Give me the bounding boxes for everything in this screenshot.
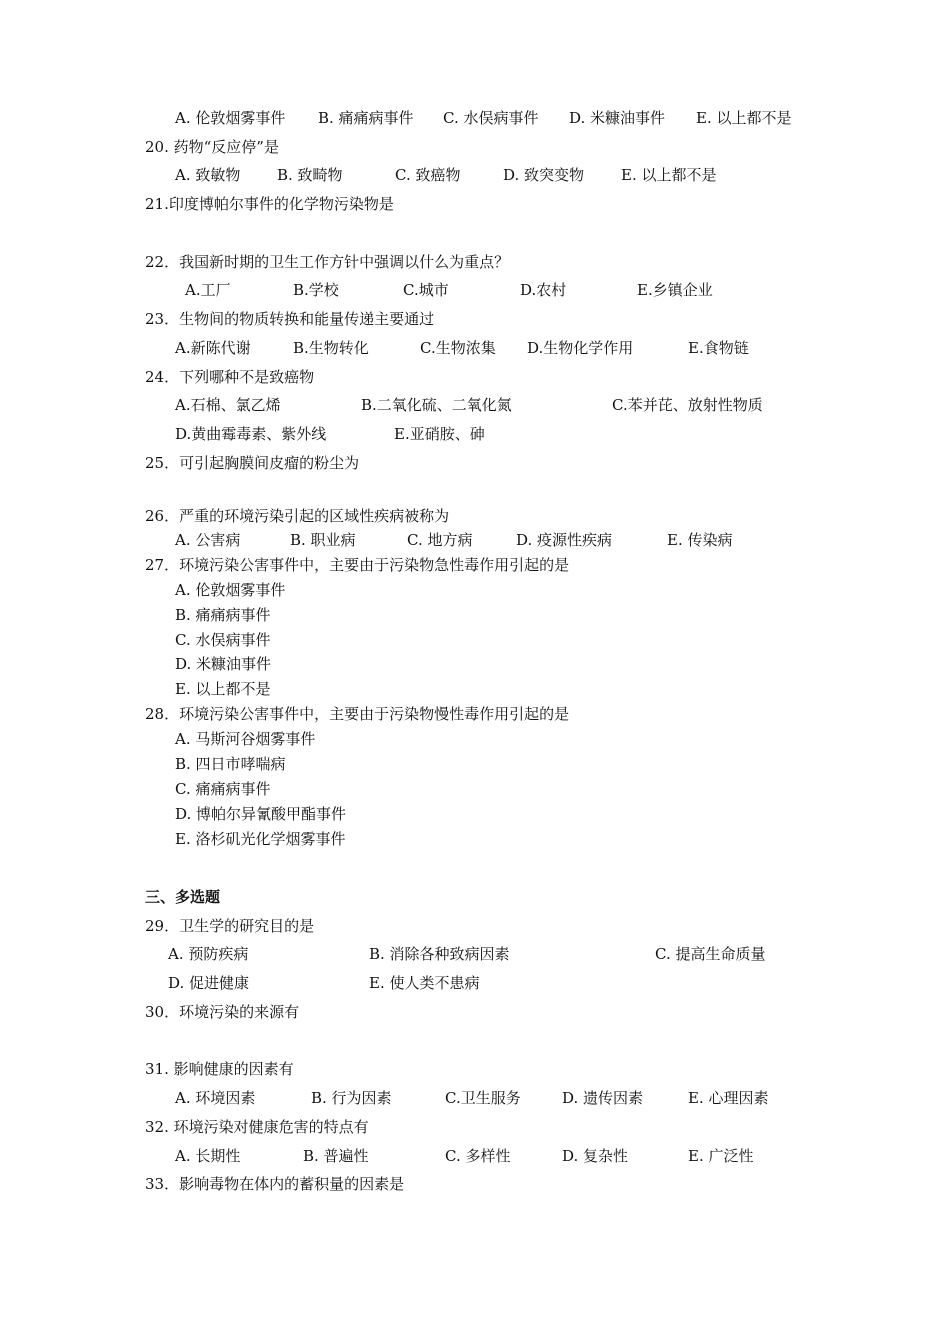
line-text: E. 以上都不是 [175,680,271,698]
option-text: E.乡镇企业 [637,281,713,299]
line-text: C. 痛痛病事件 [175,780,271,798]
option-text: B.生物转化 [293,339,369,357]
option-text: B. 职业病 [290,531,356,549]
line-text: D.黄曲霉毒素、紫外线 [175,425,327,443]
line-text: D. 米糠油事件 [175,655,272,673]
option-text: E. 使人类不患病 [369,974,480,992]
option-text: D.农村 [520,281,567,299]
line-text: 24．下列哪种不是致癌物 [145,368,315,386]
option-text: C.城市 [403,281,449,299]
option-text: C. 提高生命质量 [655,945,766,963]
option-text: D. 致突变物 [503,166,585,184]
option-text: C.生物浓集 [420,339,496,357]
option-text: B. 消除各种致病因素 [369,945,510,963]
line-text: 三、多选题 [145,888,221,906]
line-text: 33．影响毒物在体内的蓄积量的因素是 [145,1175,405,1193]
line-text: A.新陈代谢 [175,339,251,357]
option-text: E.食物链 [688,339,749,357]
line-text: 23．生物间的物质转换和能量传递主要通过 [145,310,435,328]
option-text: B.二氧化硫、二氧化氮 [361,396,512,414]
line-text: A. 伦敦烟雾事件 [175,109,286,127]
line-text: 29．卫生学的研究目的是 [145,917,315,935]
line-text: A.石棉、氯乙烯 [175,396,281,414]
line-text: 20. 药物“反应停”是 [145,138,279,156]
option-text: E.亚硝胺、砷 [394,425,485,443]
option-text: B. 痛痛病事件 [318,109,414,127]
line-text: A.工厂 [185,281,231,299]
option-text: D.生物化学作用 [527,339,634,357]
option-text: B. 普遍性 [303,1147,369,1165]
line-text: 26．严重的环境污染引起的区域性疾病被称为 [145,507,450,525]
line-text: C. 水俣病事件 [175,631,271,649]
option-text: C. 地方病 [407,531,473,549]
line-text: 31. 影响健康的因素有 [145,1060,294,1078]
line-text: B. 四日市哮喘病 [175,755,286,773]
line-text: A. 伦敦烟雾事件 [175,581,286,599]
line-text: 32. 环境污染对健康危害的特点有 [145,1118,369,1136]
option-text: D. 米糠油事件 [569,109,666,127]
line-text: B. 痛痛病事件 [175,606,271,624]
line-text: D. 促进健康 [168,974,250,992]
option-text: E. 以上都不是 [696,109,792,127]
line-text: A. 长期性 [175,1147,241,1165]
option-text: C.苯并芘、放射性物质 [612,396,763,414]
option-text: D. 疫源性疾病 [516,531,613,549]
line-text: A. 公害病 [175,531,241,549]
option-text: B. 致畸物 [277,166,343,184]
option-text: C. 多样性 [445,1147,511,1165]
option-text: C. 致癌物 [395,166,461,184]
line-text: A. 致敏物 [175,166,241,184]
option-text: D. 遗传因素 [562,1089,644,1107]
option-text: C.卫生服务 [445,1089,521,1107]
option-text: E. 以上都不是 [621,166,717,184]
line-text: 28．环境污染公害事件中，主要由于污染物慢性毒作用引起的是 [145,705,570,723]
line-text: A. 马斯河谷烟雾事件 [175,730,316,748]
line-text: 22．我国新时期的卫生工作方针中强调以什么为重点？ [145,253,510,271]
line-text: E. 洛杉矶光化学烟雾事件 [175,830,346,848]
line-text: 25．可引起胸膜间皮瘤的粉尘为 [145,454,360,472]
line-text: 30．环境污染的来源有 [145,1003,300,1021]
line-text: 21.印度博帕尔事件的化学物污染物是 [145,195,394,213]
option-text: E. 传染病 [667,531,733,549]
line-text: 27．环境污染公害事件中，主要由于污染物急性毒作用引起的是 [145,556,570,574]
option-text: E. 广泛性 [688,1147,754,1165]
option-text: E. 心理因素 [688,1089,769,1107]
option-text: B.学校 [293,281,339,299]
line-text: D. 博帕尔异氰酸甲酯事件 [175,805,347,823]
line-text: A. 预防疾病 [168,945,249,963]
option-text: B. 行为因素 [311,1089,392,1107]
line-text: A. 环境因素 [175,1089,256,1107]
option-text: C. 水俣病事件 [443,109,539,127]
option-text: D. 复杂性 [562,1147,629,1165]
